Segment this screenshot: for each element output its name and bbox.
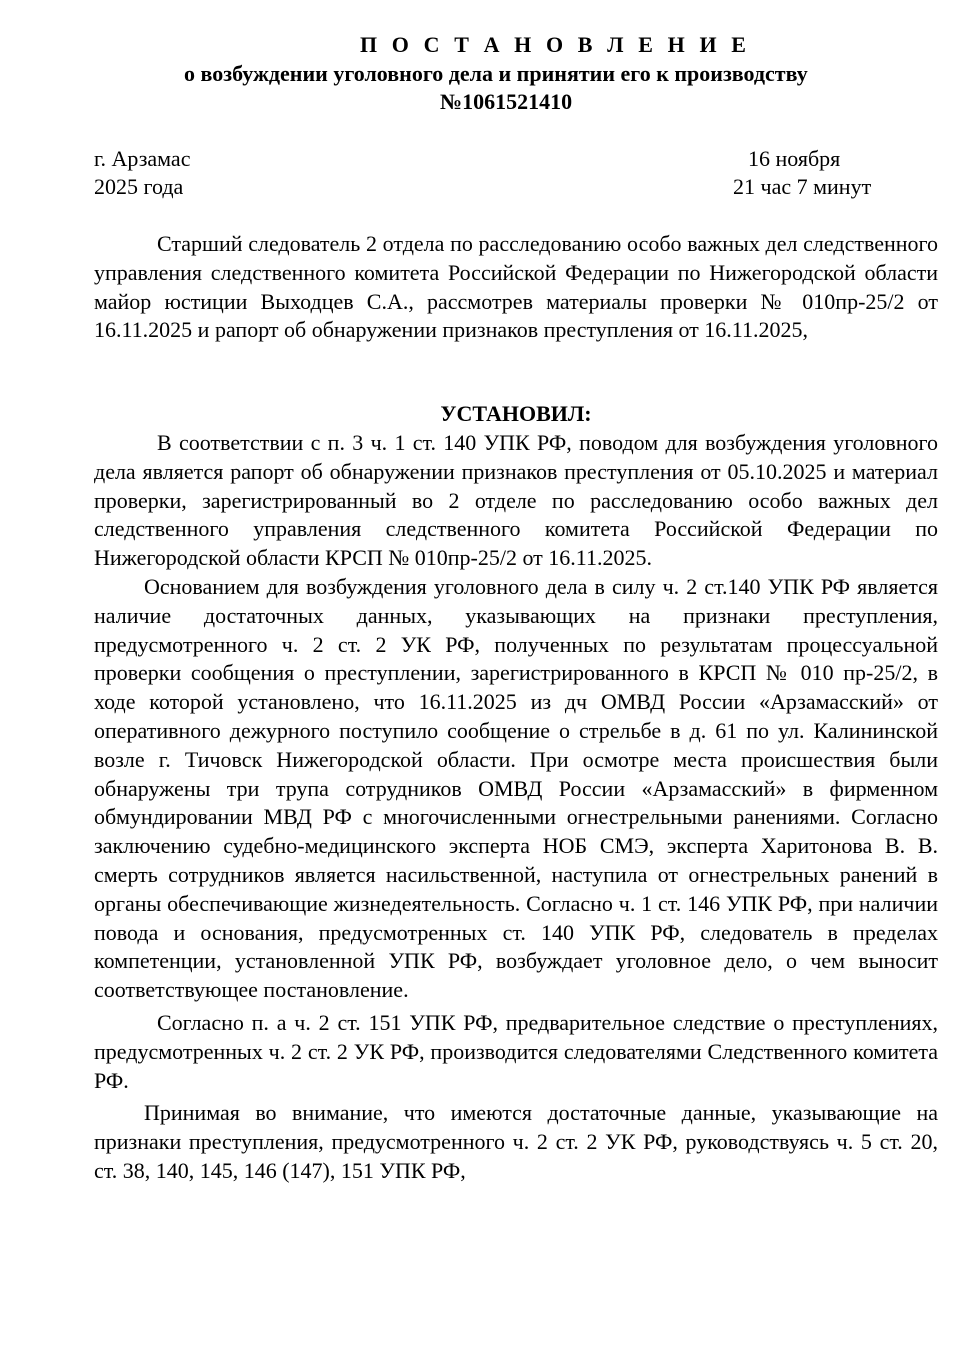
case-number: №1061521410 bbox=[440, 89, 573, 114]
paragraph-1: В соответствии с п. 3 ч. 1 ст. 140 УПК РФ, поводом для возбуждения уголовного дела является рапорт об обнаружении признаков преступления от 05.10.2025 и материал проверки, зарегистрированный во 2 отделе по расследованию особо важных дел следственного управления следственного комитета Российской Федерации по Нижегородской области КРСП № 010пр-25/2 от 16.11.2025. bbox=[94, 430, 938, 571]
year: 2025 года bbox=[94, 174, 184, 199]
intro-section bbox=[94, 230, 938, 345]
city: г. Арзамас bbox=[94, 146, 191, 171]
main-section bbox=[94, 429, 938, 1186]
paragraph-2: Основанием для возбуждения уголовного дела в силу ч. 2 ст.140 УПК РФ является наличие достаточных данных, указывающих на признаки преступления, предусмотренного ч. 2 ст. 2 УК РФ, полученных по результатам процессуальной проверки сообщения о преступлении, зарегистрированного в КРСП № 010 пр-25/2, в ходе которой установлено, что 16.11.2025 из дч ОМВД России «Арзамасский» от оперативного дежурного поступило сообщение о стрельбе в д. 61 по ул. Калининской возле г. Тичовск Нижегородской области. При осмотре места происшествия были обнаружены три трупа сотрудников ОМВД России «Арзамасский» в фирменном обмундировании МВД РФ с многочисленными огнестрельными ранениями. Согласно заключению судебно-медицинского эксперта НОБ СМЭ, эксперта Харитонова В. В. смерть сотрудников является насильственной, наступила от огнестрельных ранений в органы обеспечивающие жизнедеятельность. Согласно ч. 1 ст. 146 УПК РФ, при наличии повода и основания, предусмотренных ст. 140 УПК РФ, следователь в пределах компетенции, установленной УПК РФ, возбуждает уголовное дело, о чем выносит соответствующее постановление. bbox=[94, 573, 938, 1003]
date: 16 ноября bbox=[748, 146, 841, 171]
time: 21 час 7 минут bbox=[733, 174, 872, 199]
document-subtitle: о возбуждении уголовного дела и принятии его к производству bbox=[184, 61, 808, 86]
paragraph-3: Согласно п. а ч. 2 ст. 151 УПК РФ, предварительное следствие о преступлениях, предусмотренных ч. 2 ст. 2 УК РФ, производится следователями Следственного комитета РФ. bbox=[94, 1009, 938, 1093]
section-heading: УСТАНОВИЛ: bbox=[440, 401, 592, 426]
paragraph-4: Принимая во внимание, что имеются достаточные данные, указывающие на признаки преступления, предусмотренного ч. 2 ст. 2 УК РФ, руководствуясь ч. 5 ст. 20, ст. 38, 140, 145, 146 (147), 151 УПК РФ, bbox=[94, 1100, 938, 1183]
document-title: П О С Т А Н О В Л Е Н И Е bbox=[360, 32, 751, 57]
intro-paragraph: Старший следователь 2 отдела по расследованию особо важных дел следственного управления следственного комитета Российской Федерации по Нижегородской области майор юстиции Выходцев С.А., рассмотрев материалы проверки № 010пр-25/2 от 16.11.2025 и рапорт об обнаружении признаков преступления от 16.11.2025, bbox=[94, 231, 938, 343]
